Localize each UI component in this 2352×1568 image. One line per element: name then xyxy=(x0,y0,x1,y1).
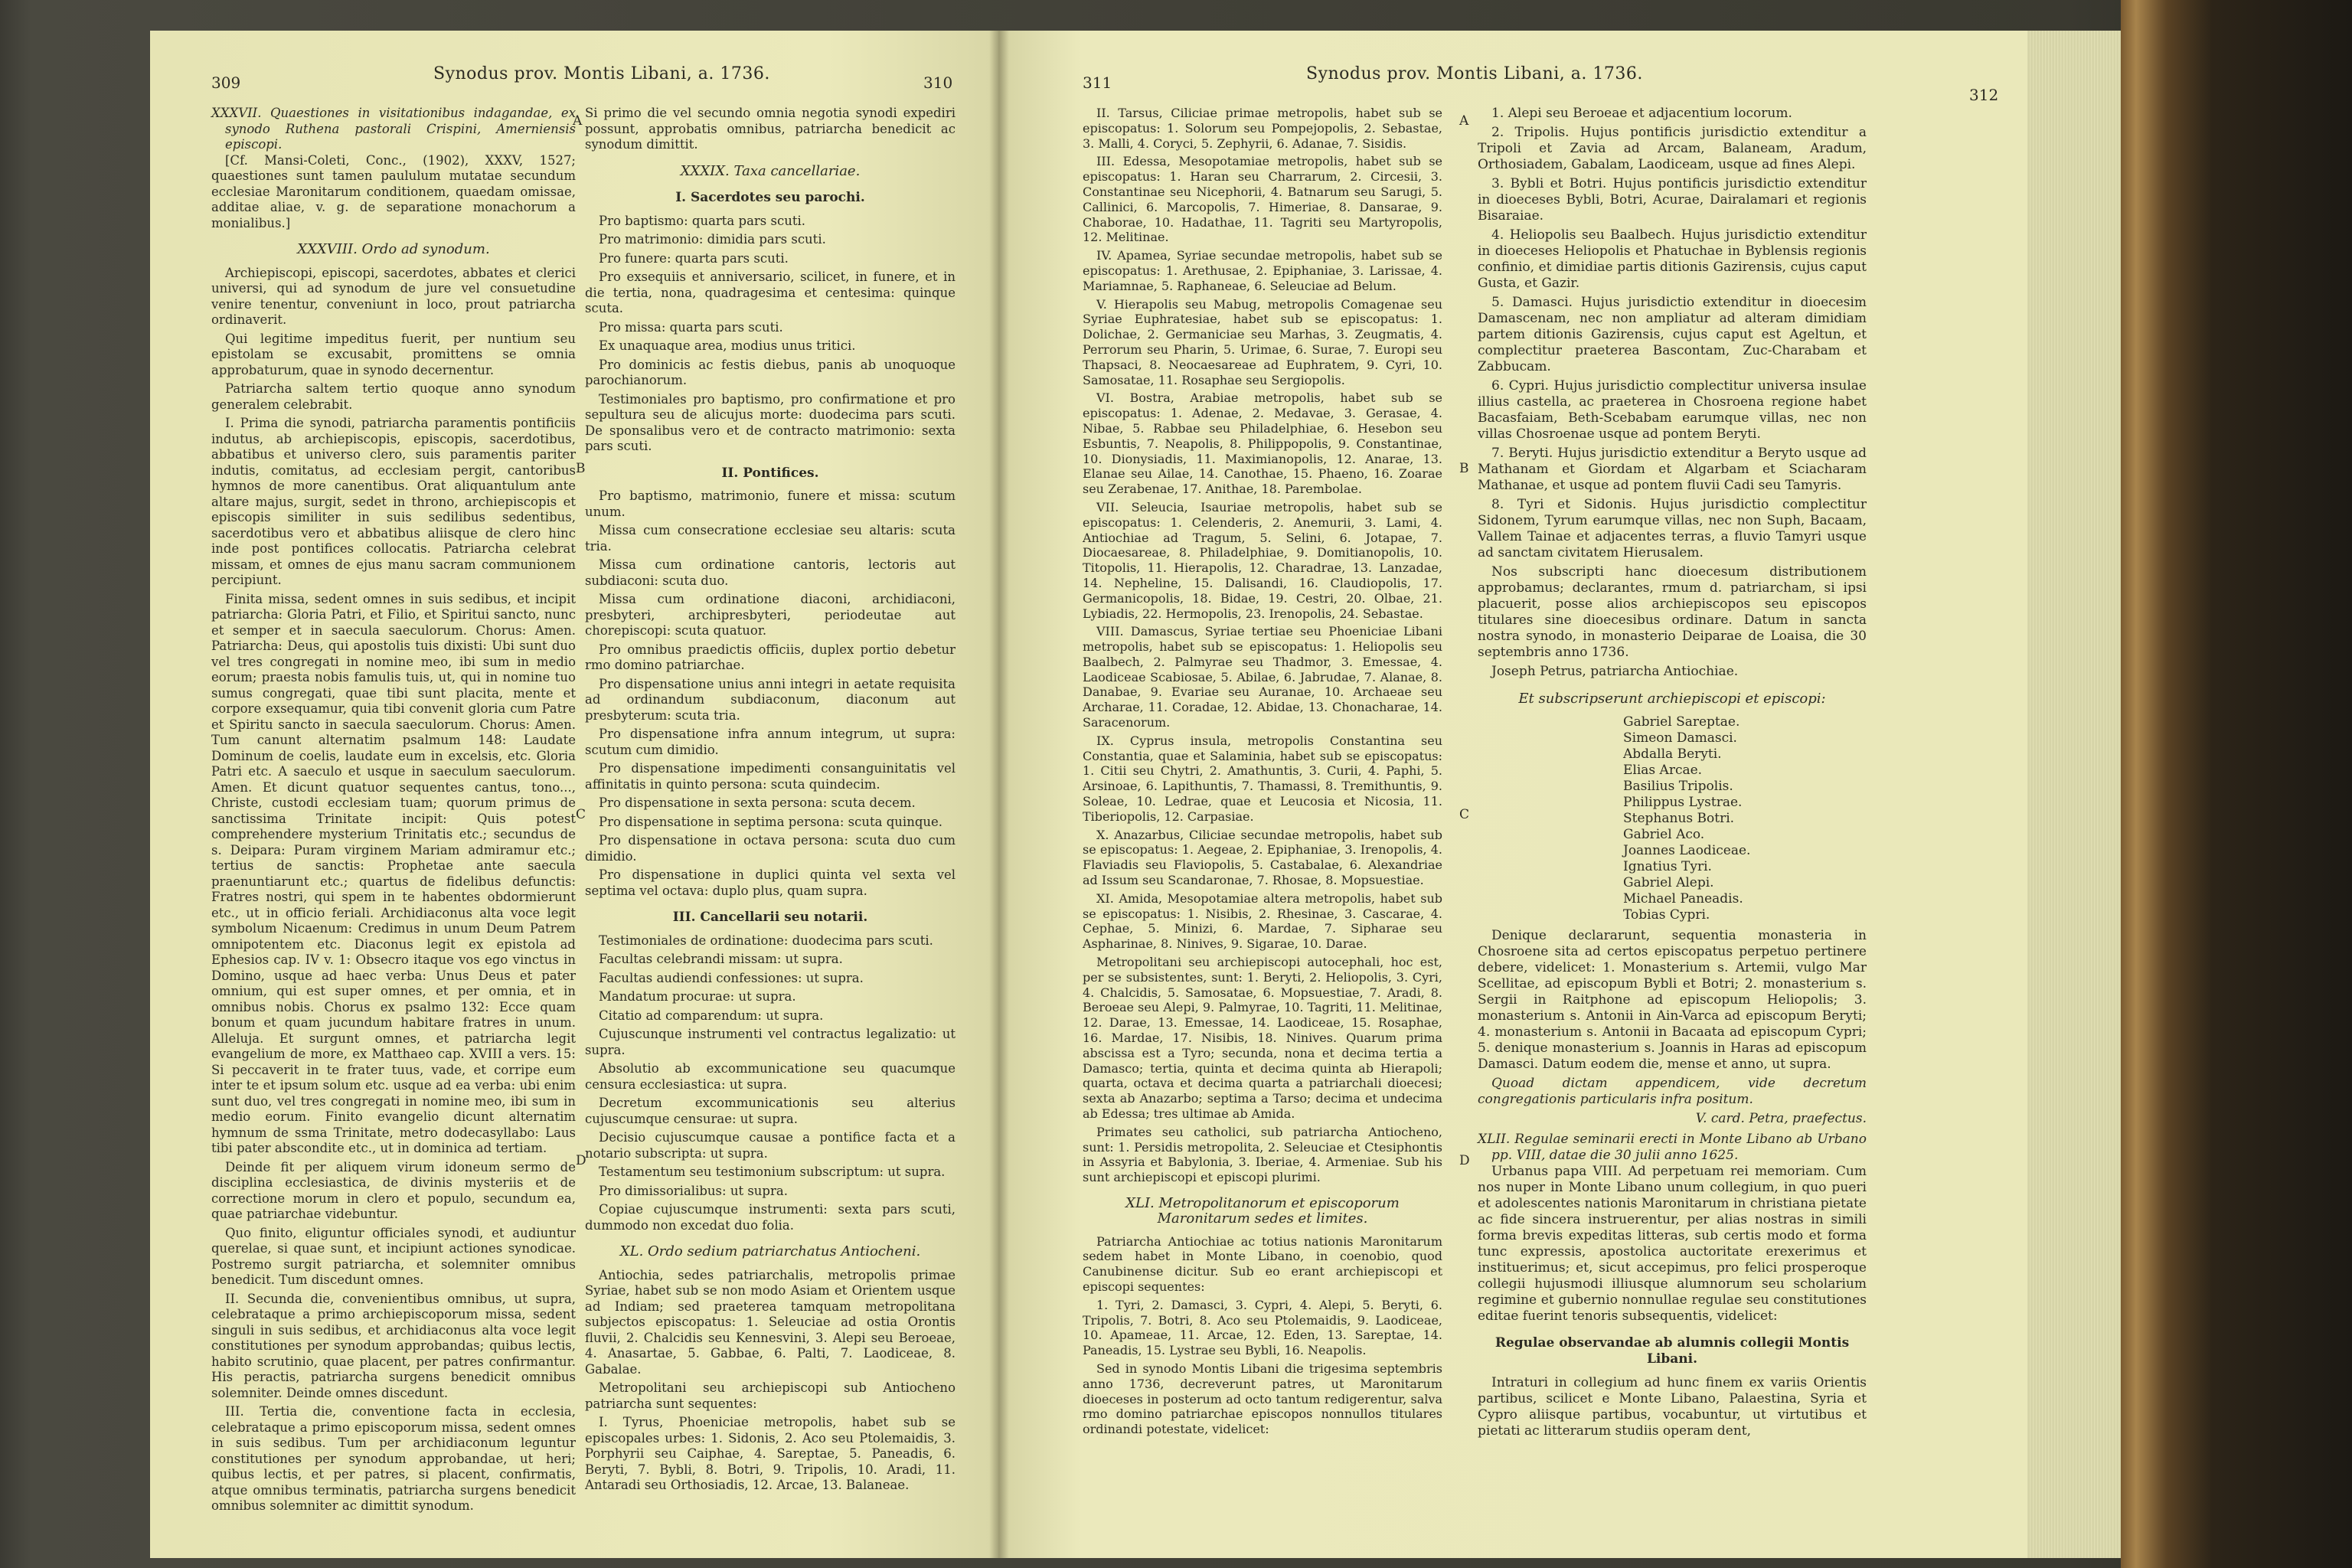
paragraph: Metropolitani seu archiepiscopi autocephali, hoc est, per se subsistentes, sunt: 1. Beryti, 2. Heliopolis, 3. Cyri, 4. Chalcidis, 5. Samosatae, 6. Mopsuestiae, 7. Aradi, 8. Beroeae seu Alepi, 9. Palmyrae, 10. Tagriti, 11. Melitinae, 12. Darae, 13. Emessae, 14. Laodiceae, 15. Rosaphae, 16. Mardae, 17. Nisibis, 18. Ninives. Quarum prima abscissa est a Tyro; secunda, nona et decima tertia a Damasco; tertia, quinta et decima quinta ab Hierapoli; quarta, octava et decima quarta a patriarchali dioecesi; sexta ab Anazarbo; septima a Tarso; decima et undecima ab Edessa; tres ultimae ab Amida. xyxy=(1083,955,1442,1121)
margin-letter-b-left: B xyxy=(576,461,586,476)
paragraph: Decisio cujuscumque causae a pontifice facta et a notario subscripta: ut supra. xyxy=(585,1130,956,1161)
page-number-311: 311 xyxy=(1083,74,1112,92)
paragraph: [Cf. Mansi-Coleti, Conc., (1902), XXXV, 1527; quaestiones sunt tamen paululum mutatae secundum ecclesiae Maronitarum conditionem, quaedam omissae, additae aliae, v. g. de separatione monachorum a monialibus.] xyxy=(211,152,576,230)
subsection-heading: III. Cancellarii seu notarii. xyxy=(672,910,868,925)
paragraph: II. Tarsus, Ciliciae primae metropolis, habet sub se episcopatus: 1. Solorum seu Pompejopolis, 2. Sebastae, 3. Malli, 4. Coryci, 5. Zephyrii, 6. Adanae, 7. Sisidis. xyxy=(1083,106,1442,151)
signer-name: Abdalla Beryti. xyxy=(1623,746,1722,762)
paragraph: II. Secunda die, convenientibus omnibus, ut supra, celebrataque a primo archiepiscoporum missa, sedent singuli in suis sedibus, et archidiaconus alta voce legit constitutiones per synodum approbandas; quibus lectis, habito scrutinio, quae placent, per patres confirmantur. His peractis, patriarcha surgens benedicit omnibus solemniter. Deinde omnes discedunt. xyxy=(211,1291,576,1400)
paragraph: Pro baptismo: quarta pars scuti. xyxy=(599,213,806,228)
paragraph: IX. Cyprus insula, metropolis Constantina seu Constantia, quae et Salaminia, habet sub se episcopatus: 1. Citii seu Chytri, 2. Amathuntis, 3. Curii, 4. Paphi, 5. Arsinoae, 6. Lapithuntis, 7. Thamassi, 8. Tremithuntis, 9. Soleae, 10. Ledrae, quae et Leucosia et Nicosia, 11. Tiberiopolis, 12. Carpasiae. xyxy=(1083,733,1442,824)
paragraph: Pro dominicis ac festis diebus, panis ab unoquoque parochianorum. xyxy=(585,357,956,387)
signer-name: Michael Paneadis. xyxy=(1623,891,1743,906)
paragraph: Deinde fit per aliquem virum idoneum sermo de disciplina ecclesiastica, de divinis mysteriis et de correctione morum in clero et populo, secundum ea, quae patriarchae videbuntur. xyxy=(211,1159,576,1221)
paragraph: Archiepiscopi, episcopi, sacerdotes, abbates et clerici universi, qui ad synodum de jure vel consuetudine venire tenentur, conveniunt in loco, prout patriarcha ordinaverit. xyxy=(211,265,576,327)
section-title: XXXVIII. Ordo ad synodum. xyxy=(297,241,490,257)
paragraph: Pro matrimonio: dimidia pars scuti. xyxy=(599,232,826,247)
paragraph: III. Tertia die, conventione facta in ecclesia, celebrataque a primo episcoporum missa, sedent omnes in suis sedibus. Tum per archidiaconum leguntur constitutiones per synodum approbandae, ut heri; quibus lectis, et per patres, si placent, confirmatis, atque omnibus terminatis, patriarcha surgens benedicit omnibus solemniter ac dimittit synodum. xyxy=(211,1404,576,1513)
section-title: Et subscripserunt archiepiscopi et episcopi: xyxy=(1518,691,1826,707)
paragraph: 1. Tyri, 2. Damasci, 3. Cypri, 4. Alepi, 5. Beryti, 6. Tripolis, 7. Botri, 8. Aco seu Ptolemaidis, 9. Laodiceae, 10. Apameae, 11. Arcae, 12. Eden, 13. Sareptae, 14. Paneadis, 15. Lystrae seu Bybli, 16. Neapolis. xyxy=(1083,1297,1442,1358)
section-title: XL. Ordo sedium patriarchatus Antiocheni. xyxy=(619,1243,921,1259)
page-number-309: 309 xyxy=(211,74,241,92)
paragraph: Decretum excommunicationis seu alterius cujuscumque censurae: ut supra. xyxy=(585,1096,956,1126)
paragraph: Sed in synodo Montis Libani die trigesima septembris anno 1736, decreverunt patres, ut Maronitarum dioeceses in posterum ad octo tantum redigerentur, salva rmo domino patriarchae episcopos nonnullos titulares ordinandi potestate, videlicet: xyxy=(1083,1361,1442,1437)
paragraph: VII. Seleucia, Isauriae metropolis, habet sub se episcopatus: 1. Celenderis, 2. Anemurii, 3. Lami, 4. Antiochiae ad Tragum, 5. Selini, 6. Jotapae, 7. Diocaesareae, 8. Philadelphiae, 9. Domitianopolis, 10. Titopolis, 11. Hierapolis, 12. Charadrae, 13. Lanzadae, 14. Nepheline, 15. Dalisandi, 16. Claudiopolis, 17. Germanicopolis, 18. Bidae, 19. Cestri, 20. Olbae, 21. Lybiadis, 22. Hermopolis, 23. Irenopolis, 24. Sebastae. xyxy=(1083,499,1442,621)
paragraph: Pro dispensatione in duplici quinta vel sexta vel septima vel octava: duplo plus, quam supra. xyxy=(585,867,956,898)
signer-name: Gabriel Aco. xyxy=(1623,827,1705,842)
paragraph: 4. Heliopolis seu Baalbech. Hujus jurisdictio extenditur in dioeceses Heliopolis et Phatuchae in Byblensis regionis confinio, et dimidiae partis ditionis Gazirensis, cujus caput Gusta, et Gazir. xyxy=(1478,227,1867,291)
paragraph: Patriarcha Antiochiae ac totius nationis Maronitarum sedem habet in Monte Libano, in coenobio, quod Canubinense dicitur. Sub eo erant archiepiscopi et episcopi sequentes: xyxy=(1083,1233,1442,1294)
paragraph: 5. Damasci. Hujus jurisdictio extenditur in dioecesim Damascenam, nec non ampliatur ad alteram dimidiam partem ditionis Gazirensis, cujus caput est Ageltun, et complectitur praeterea Bascontam, Zuc-Charabam et Zabbucam. xyxy=(1478,295,1867,374)
paragraph: III. Edessa, Mesopotamiae metropolis, habet sub se episcopatus: 1. Haran seu Charrarum, 2. Circesii, 3. Constantinae seu Nicephorii, 4. Batnarum seu Sarugi, 5. Callinici, 6. Marcopolis, 7. Himeriae, 8. Dansarae, 9. Chaborae, 10. Hadathae, 11. Tagriti seu Martyropolis, 12. Melitinae. xyxy=(1083,154,1442,245)
page-number-310: 310 xyxy=(923,74,953,92)
margin-letter-a-left: A xyxy=(573,113,583,129)
paragraph: Finita missa, sedent omnes in suis sedibus, et incipit patriarcha: Gloria Patri, et Filio, et Spiritui sancto, nunc et semper et in saecula saeculorum. Chorus: Amen. Patriarcha: Deus, qui apostolis tuis dixisti: Ubi sunt duo vel tres congregati in nomine meo, ibi sum in medio eorum; praesta nobis famulis tuis, ut, qui in nomine tuo sumus congregati, quae tibi sunt placita, mente et corpore exsequamur, quia tibi convenit gloria cum Patre et Spiritu sancto in saecula saeculorum. Chorus: Amen. Tum canunt alternatim psalmum 148: Laudate Dominum de coelis, laudate eum in excelsis, etc. Gloria Patri etc. A saeculo et usque in saeculum saeculorum. Amen. Et dicunt quatuor sequentes cantus, tono..., Christe, custodi ecclesiam tuam; quorum primus de sanctissima Trinitate incipit: Quis potest comprehendere mysterium Trinitatis etc.; secundus de s. Deipara: Puram virginem Mariam admiramur etc.; tertius de sanctis: Prophetae ante saecula praenuntiarunt etc.; quartus de fidelibus defunctis: Fratres nostri, qui spem in te habentes obdormierunt etc., ut in officio feriali. Archidiaconus alta voce legit symbolum Nicaenum: Credimus in unum Deum Patrem omnipotentem etc. Diaconus legit ex epistola ad Ephesios cap. IV v. 1: Obsecro itaque vos ego vinctus in Domino, usque ad haec verba: Unus Deus et pater omnium, qui est super omnes, et per omnia, et in omnibus nobis. Chorus ex psalmo 132: Ecce quam bonum et quam jucundum habitare fratres in unum. Alleluja. Et surgunt omnes, et patriarcha legit evangelium de more, ex Matthaeo cap. XVIII a vers. 15: Si peccaverit in te frater tuus, vade, et corripe eum inter te et ipsum solum etc. usque ad ea verba: ubi enim sunt duo, vel tres congregati in nomine meo, ibi sum in medio eorum. Finito evangelio dicunt alternatim hymnum de ssma Trinitate, metro dodecasyllabo: Laus tibi pater abscondite etc., ut in dominica ad tertiam. xyxy=(211,591,576,1155)
signer-name: Simeon Damasci. xyxy=(1623,730,1737,746)
margin-letter-c-right: C xyxy=(1459,807,1470,822)
paragraph: Absolutio ab excommunicatione seu quacumque censura ecclesiastica: ut supra. xyxy=(585,1061,956,1092)
signer-name: Basilius Tripolis. xyxy=(1623,779,1733,794)
running-head-right: Synodus prov. Montis Libani, a. 1736. xyxy=(1306,64,1643,83)
signer-list xyxy=(1478,714,1867,923)
paragraph: Pro omnibus praedictis officiis, duplex portio debetur rmo domino patriarchae. xyxy=(585,642,956,672)
paragraph: Missa cum ordinatione diaconi, archidiaconi, presbyteri, archipresbyteri, periodeutae aut chorepiscopi: scuta quatuor. xyxy=(585,592,956,638)
signer-name: Joannes Laodiceae. xyxy=(1623,843,1751,858)
paragraph: Missa cum ordinatione cantoris, lectoris aut subdiaconi: scuta duo. xyxy=(585,557,956,588)
paragraph: IV. Apamea, Syriae secundae metropolis, habet sub se episcopatus: 1. Arethusae, 2. Epiphaniae, 3. Larissae, 4. Mariamnae, 5. Raphaneae, 6. Seleuciae ad Belum. xyxy=(1083,248,1442,293)
paragraph: 8. Tyri et Sidonis. Hujus jurisdictio complectitur Sidonem, Tyrum earumque villas, nec non Suph, Bacaam, Vallem Tainae et adjacentes terras, a fluvio Tamyri usque ad sanctam civitatem Hierusalem. xyxy=(1478,497,1867,560)
right-page-column-2 xyxy=(1478,106,1867,1442)
paragraph: Nos subscripti hanc dioecesum distributionem approbamus; declarantes, rmum d. patriarcham, si ipsi placuerit, posse alios archiepiscopos seu episcopos titulares sine dioecesibus ordinare. Datum in sancta nostra synodo, in monasterio Deiparae de Loaisa, die 30 septembris anno 1736. xyxy=(1478,564,1867,660)
signature-line: V. card. Petra, praefectus. xyxy=(1695,1111,1867,1126)
left-page-column-1 xyxy=(211,106,576,1517)
paragraph: Pro dispensatione infra annum integrum, ut supra: scutum cum dimidio. xyxy=(585,727,956,757)
margin-letter-d-left: D xyxy=(576,1153,586,1168)
paragraph: 6. Cypri. Hujus jurisdictio complectitur universa insulae illius castella, ac praeterea in Chosroena regione habet Bacasfaiam, Beth-Scebabam earumque villas, nec non villas Chosroenae usque ad pontem Beryti. xyxy=(1478,378,1867,442)
paragraph: Pro exsequiis et anniversario, scilicet, in funere, et in die tertia, nona, quadragesima et centesima: quinque scuta. xyxy=(585,270,956,315)
paragraph: Quo finito, eliguntur officiales synodi, et audiuntur querelae, si quae sunt, et incipiunt actiones synodicae. Postremo surgit patriarcha, et solemniter omnibus benedicit. Tum discedunt omnes. xyxy=(211,1225,576,1287)
paragraph: Pro dimissorialibus: ut supra. xyxy=(599,1183,788,1198)
paragraph: Testamentum seu testimonium subscriptum: ut supra. xyxy=(599,1165,946,1179)
signer-name: Ignatius Tyri. xyxy=(1623,859,1712,874)
paragraph: Joseph Petrus, patriarcha Antiochiae. xyxy=(1491,664,1739,679)
subsection-heading: II. Pontifices. xyxy=(721,465,819,481)
paragraph: Testimoniales de ordinatione: duodecima pars scuti. xyxy=(599,933,933,948)
section-heading: XLII. Regulae seminarii erecti in Monte Libano ab Urbano pp. VIII, datae die 30 julii anno 1625. xyxy=(1478,1132,1867,1163)
page-edges xyxy=(2027,31,2121,1558)
right-page-column-1 xyxy=(1083,106,1442,1440)
paragraph: Citatio ad comparendum: ut supra. xyxy=(599,1008,824,1023)
paragraph: Missa cum consecratione ecclesiae seu altaris: scuta tria. xyxy=(585,523,956,554)
paragraph: Si primo die vel secundo omnia negotia synodi expediri possunt, approbatis omnibus, patriarcha benedicit ac synodum dimittit. xyxy=(585,106,956,152)
paragraph: Pro funere: quarta pars scuti. xyxy=(599,250,789,266)
paragraph: Antiochia, sedes patriarchalis, metropolis primae Syriae, habet sub se non modo Asiam et Orientem usque ad Indiam; sed praeterea tamquam metropolitana subjectos episcopatus: 1. Seleuciae ad ostia Orontis fluvii, 2. Chalcidis seu Kennesvini, 3. Alepi seu Beroeae, 4. Anasartae, 5. Gabbae, 6. Palti, 7. Laodiceae, 8. Gabalae. xyxy=(585,1267,956,1377)
running-head-left: Synodus prov. Montis Libani, a. 1736. xyxy=(433,64,770,83)
paragraph: Mandatum procurae: ut supra. xyxy=(599,989,796,1004)
paragraph: VI. Bostra, Arabiae metropolis, habet sub se episcopatus: 1. Adenae, 2. Medavae, 3. Gerasae, 4. Nibae, 5. Rabbae seu Philadelphiae, 6. Hesebon seu Esbuntis, 7. Neapolis, 8. Philippopolis, 9. Constantinae, 10. Dionysiadis, 11. Maximianopolis, 12. Anarae, 13. Elanae seu Ailae, 14. Canothae, 15. Phaeno, 16. Zoarae seu Zerabenae, 17. Anithae, 18. Parembolae. xyxy=(1083,390,1442,497)
paragraph: V. Hierapolis seu Mabug, metropolis Comagenae seu Syriae Euphratesiae, habet sub se episcopatus: 1. Dolichae, 2. Germaniciae seu Marhas, 3. Zeugmatis, 4. Perrorum seu Pharin, 5. Urimae, 6. Surae, 7. Europi seu Thapsaci, 8. Neocaesareae ad Euphratem, 9. Cyri, 10. Samosatae, 11. Rosaphae seu Sergiopolis. xyxy=(1083,296,1442,387)
paragraph: Qui legitime impeditus fuerit, per nuntium seu epistolam se excusabit, promittens se omnia approbaturum, quae in synodo decernentur. xyxy=(211,331,576,377)
paragraph: Facultas celebrandi missam: ut supra. xyxy=(599,952,843,966)
paragraph: Pro dispensatione in octava persona: scuta duo cum dimidio. xyxy=(585,833,956,864)
subsection-heading: Regulae observandae ab alumnis collegii Montis Libani. xyxy=(1494,1335,1850,1367)
margin-letter-a-right: A xyxy=(1459,113,1469,129)
paragraph: 3. Bybli et Botri. Hujus pontificis jurisdictio extenditur in dioeceses Bybli, Botri, Acurae, Dairalamari et regionis Bisaraiae. xyxy=(1478,176,1867,224)
margin-letter-b-right: B xyxy=(1459,461,1469,476)
paragraph: Primates seu catholici, sub patriarcha Antiocheno, sunt: 1. Persidis metropolita, 2. Seleuciae et Ctesiphontis in Assyria et Babylonia, 3. Iberiae, 4. Armeniae. Sub his sunt archiepiscopi et episcopi plurimi. xyxy=(1083,1124,1442,1185)
paragraph: Pro dispensatione impedimenti consanguinitatis vel affinitatis in quinto persona: scuta quindecim. xyxy=(585,761,956,792)
paragraph: Pro missa: quarta pars scuti. xyxy=(599,319,783,335)
paragraph: Intraturi in collegium ad hunc finem ex variis Orientis partibus, scilicet e Monte Libano, Palaestina, Syria et Cypro aliisque partibus, vocabuntur, ut virtutibus et pietati ac litterarum studiis operam dent, xyxy=(1478,1375,1867,1439)
paragraph: Facultas audiendi confessiones: ut supra. xyxy=(599,970,864,985)
paragraph: Testimoniales pro baptismo, pro confirmatione et pro sepultura seu de alicujus morte: duodecima pars scuti. De sponsalibus vero et de contracto matrimonio: sexta pars scuti. xyxy=(585,391,956,453)
signer-name: Philippus Lystrae. xyxy=(1623,795,1743,810)
left-page-column-2 xyxy=(585,106,956,1497)
section-title: XXXIX. Taxa cancellariae. xyxy=(680,162,861,179)
paragraph: Pro dispensatione in septima persona: scuta quinque. xyxy=(599,814,943,829)
paragraph: 7. Beryti. Hujus jurisdictio extenditur a Beryto usque ad Mathanam et Giordam et Algarbam et Sciacharam Mathanae, et usque ad pontem fluvii Cadi seu Tamyris. xyxy=(1478,446,1867,493)
gutter xyxy=(989,31,1009,1558)
paragraph: I. Prima die synodi, patriarcha paramentis pontificiis indutus, ab archiepiscopis, episcopis, sacerdotibus, abbatibus et universo clero, suis paramentis pariter indutis, comitatus, ad ecclesiam pergit, cantoribus hymnos de more canentibus. Orat aliquantulum ante altare majus, surgit, sedet in throno, archiepiscopis et episcopis similiter in suis sedilibus sedentibus, sacerdotibus vero et abbatibus aliisque de clero hinc inde post pontifices collocatis. Patriarcha celebrat missam, et omnes de ejus manu sacram communionem percipiunt. xyxy=(211,416,576,587)
paragraph: 1. Alepi seu Beroeae et adjacentium locorum. xyxy=(1491,106,1792,121)
section-heading: XXXVII. Quaestiones in visitationibus indagandae, ex synodo Ruthena pastorali Crispini, Amerniensis episcopi. xyxy=(211,106,576,152)
section-title: XLI. Metropolitanorum et episcoporum Maronitarum sedes et limites. xyxy=(1125,1194,1400,1227)
signer-name: Gabriel Alepi. xyxy=(1623,875,1714,890)
paragraph: Pro dispensatione in sexta persona: scuta decem. xyxy=(599,795,916,810)
paragraph: Cujuscunque instrumenti vel contractus legalizatio: ut supra. xyxy=(585,1027,956,1057)
book-cover xyxy=(2121,0,2352,1568)
paragraph: Pro baptismo, matrimonio, funere et missa: scutum unum. xyxy=(585,488,956,519)
paragraph: Patriarcha saltem tertio quoque anno synodum generalem celebrabit. xyxy=(211,381,576,412)
paragraph: I. Tyrus, Phoeniciae metropolis, habet sub se episcopales urbes: 1. Sidonis, 2. Aco seu Ptolemaidis, 3. Porphyrii seu Caiphae, 4. Sareptae, 5. Paneadis, 6. Beryti, 7. Bybli, 8. Botri, 9. Tripolis, 10. Aradi, 11. Antaradi seu Orthosiadis, 12. Arcae, 13. Balaneae. xyxy=(585,1415,956,1492)
margin-letter-c-left: C xyxy=(576,807,586,822)
paragraph: X. Anazarbus, Ciliciae secundae metropolis, habet sub se episcopatus: 1. Aegeae, 2. Epiphaniae, 3. Irenopolis, 4. Flaviadis seu Flaviopolis, 5. Castabalae, 6. Alexandriae ad Issum seu Scandaronae, 7. Rhosae, 8. Mopsuestiae. xyxy=(1083,827,1442,888)
page-number-312: 312 xyxy=(1969,86,1999,104)
subsection-heading: I. Sacerdotes seu parochi. xyxy=(675,190,865,205)
paragraph: XI. Amida, Mesopotamiae altera metropolis, habet sub se episcopatus: 1. Nisibis, 2. Rhesinae, 3. Cascarae, 4. Cephae, 5. Minizi, 6. Mardae, 7. Sipharae seu Aspharinae, 8. Ninives, 9. Sigarae, 10. Darae. xyxy=(1083,890,1442,952)
signer-name: Tobias Cypri. xyxy=(1623,907,1710,923)
paragraph: Metropolitani seu archiepiscopi sub Antiocheno patriarcha sunt sequentes: xyxy=(585,1380,956,1411)
paragraph: Denique declararunt, sequentia monasteria in Chosroene sita ad certos episcopatus perpetuo pertinere debere, videlicet: 1. Monasterium s. Artemii, vulgo Mar Scellitae, ad episcopum Bybli et Botri; 2. monasterium s. Sergii in Raitphone ad episcopum Heliopolis; 3. monasterium s. Antonii in Ain-Varca ad episcopum Beryti; 4. monasterium s. Antonii in Bacaata ad episcopum Cypri; 5. denique monasterium s. Joannis in Haras ad episcopum Damasci. Datum eodem die, mense et anno, ut supra. xyxy=(1478,928,1867,1072)
signer-name: Gabriel Sareptae. xyxy=(1623,714,1740,730)
margin-letter-d-right: D xyxy=(1459,1153,1470,1168)
paragraph: Copiae cujuscumque instrumenti: sexta pars scuti, dummodo non excedat duo folia. xyxy=(585,1202,956,1233)
paragraph: Urbanus papa VIII. Ad perpetuam rei memoriam. Cum nos nuper in Monte Libano unum collegium, in quo pueri et adolescentes nationis Maronitarum in christiana pietate ac fide sincera instruerentur, per alias nostras in simili forma brevis expeditas litteras, sub certis modo et forma tunc expressis, apostolica auctoritate erexerimus et instituerimus; et, sicut accepimus, pro felici prosperoque collegii hujusmodi illiusque alumnorum seu scholarium regimine et gubernio nonnullae regulae seu constitutiones editae fuerint tenoris subsequentis, videlicet: xyxy=(1478,1164,1867,1324)
paragraph: 2. Tripolis. Hujus pontificis jurisdictio extenditur a Tripoli et Zavia ad Arcam, Balaneam, Aradum, Orthosiadem, Gabalam, Laodiceam, usque ad fines Alepi. xyxy=(1478,125,1867,172)
paragraph: Pro dispensatione unius anni integri in aetate requisita ad ordinandum subdiaconum, diaconum aut presbyterum: scuta tria. xyxy=(585,676,956,723)
paragraph: Ex unaquaque area, modius unus tritici. xyxy=(599,338,856,353)
paragraph: VIII. Damascus, Syriae tertiae seu Phoeniciae Libani metropolis, habet sub se episcopatus: 1. Heliopolis seu Baalbech, 2. Palmyrae seu Thadmor, 3. Emessae, 4. Laodiceae Scabiosae, 5. Abilae, 6. Jabrudae, 7. Alanae, 8. Danabae, 9. Evariae seu Auranae, 10. Archaeae seu Archarae, 11. Coradae, 12. Abidae, 13. Chonacharae, 14. Saracenorum. xyxy=(1083,624,1442,730)
signer-name: Elias Arcae. xyxy=(1623,763,1703,778)
paragraph: Quoad dictam appendicem, vide decretum congregationis particularis infra positum. xyxy=(1478,1076,1867,1107)
signer-name: Stephanus Botri. xyxy=(1623,811,1735,826)
